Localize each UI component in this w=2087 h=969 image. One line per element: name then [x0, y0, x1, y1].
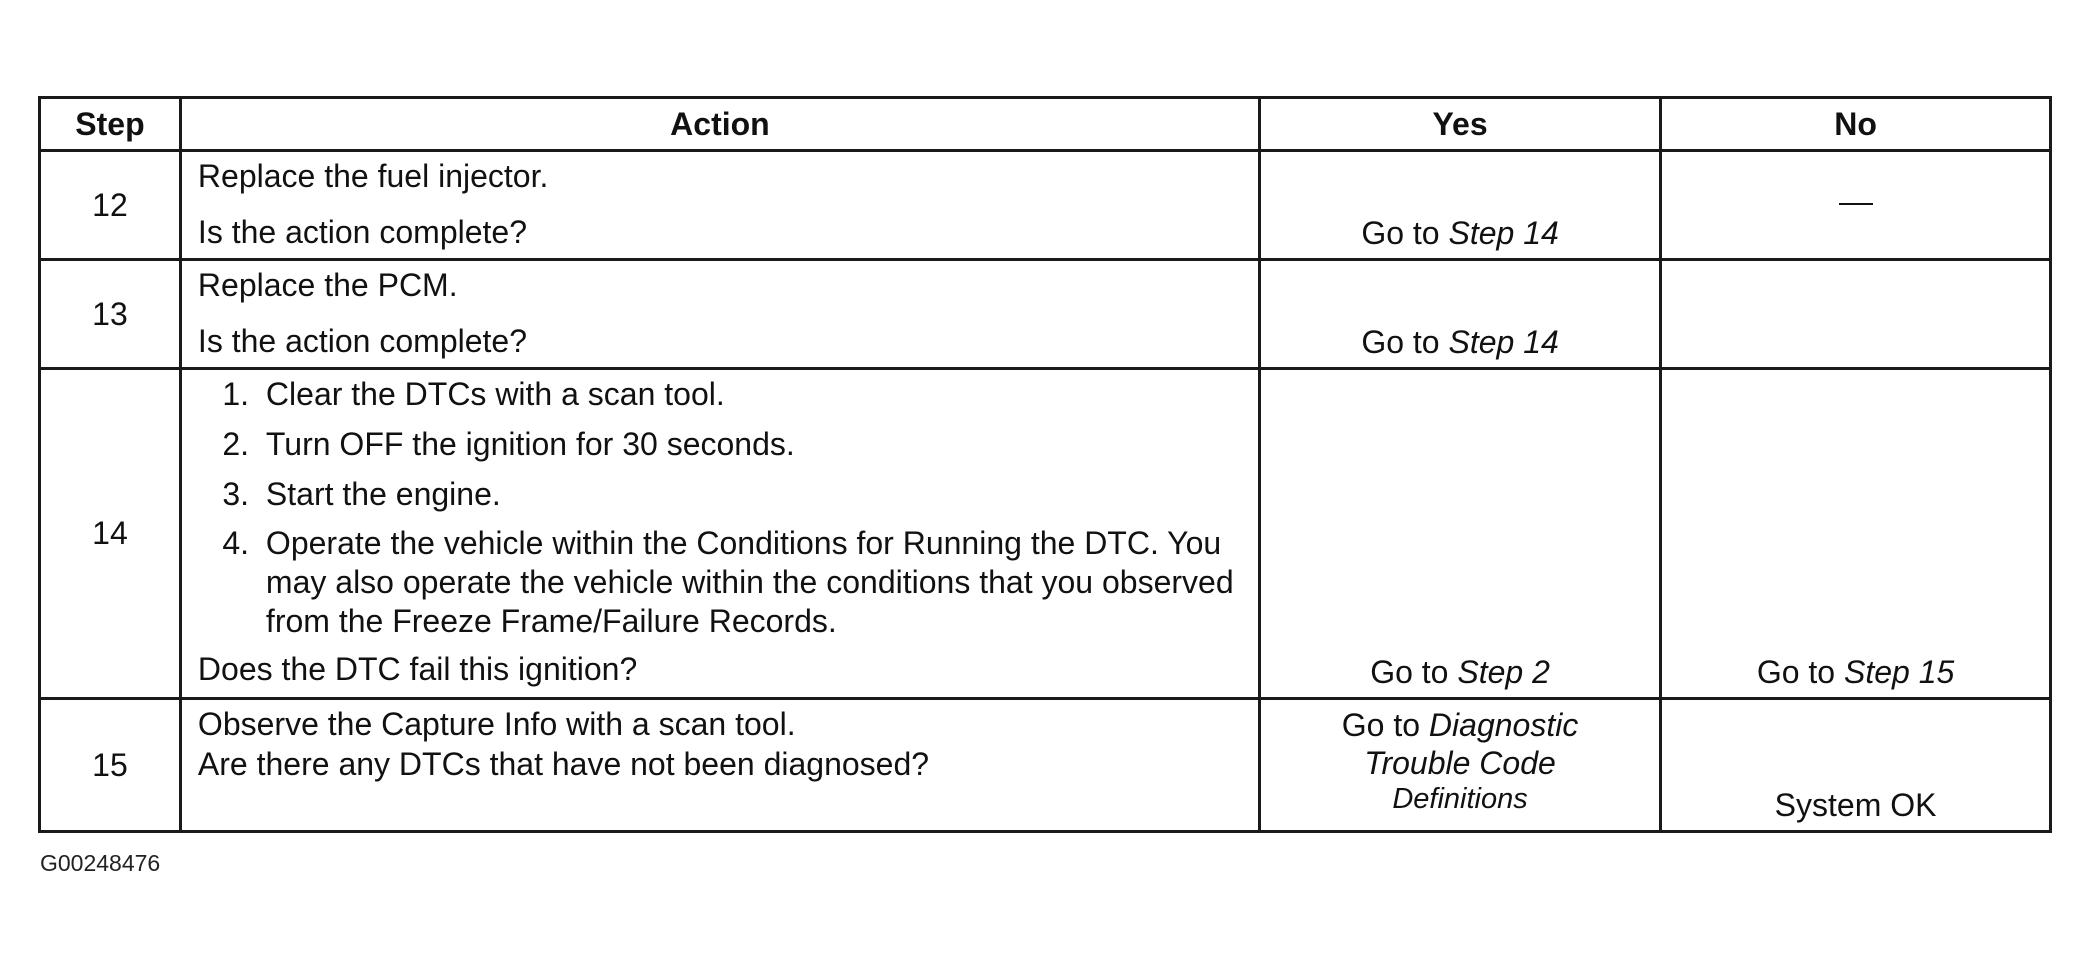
list-item: 2. Turn OFF the ignition for 30 seconds.: [258, 424, 1242, 464]
step-number: 13: [40, 260, 181, 369]
table-row: [40, 369, 2051, 699]
yes-cell: [1259, 369, 1660, 699]
action-instruction: Replace the PCM.: [197, 267, 458, 303]
diagnostic-table: [38, 96, 2052, 833]
header-no: No: [1661, 98, 2051, 151]
list-item: 4. Operate the vehicle within the Conditions for Running the DTC. You may also operate the vehicle within the conditions that you observed from the Freeze Frame/Failure Records.: [258, 524, 1242, 641]
step-number: 12: [40, 151, 181, 260]
action-list: [198, 374, 1242, 641]
header-yes: Yes: [1259, 98, 1660, 151]
action-cell: [180, 151, 1259, 260]
no-cell: [1661, 151, 2051, 260]
yes-link-line1: Diagnostic: [1428, 707, 1579, 743]
yes-prefix: Go to: [1341, 707, 1429, 743]
step-number: 14: [40, 369, 181, 699]
table-row: [40, 260, 2051, 369]
table-row: [40, 699, 2051, 832]
yes-link-line2: Trouble Code: [1364, 745, 1556, 781]
no-step-link: Step 15: [1843, 654, 1955, 690]
table-row: [40, 151, 2051, 260]
action-instruction: Replace the fuel injector.: [197, 158, 549, 194]
action-question: Are there any DTCs that have not been diagnosed?: [197, 746, 930, 782]
header-row: [40, 98, 2051, 151]
yes-cell: [1259, 699, 1660, 832]
action-cell: [180, 369, 1259, 699]
yes-prefix: Go to: [1361, 324, 1449, 360]
yes-step-link: Step 14: [1448, 215, 1559, 251]
no-cell: System OK: [1661, 699, 2051, 832]
list-item: 1. Clear the DTCs with a scan tool.: [258, 374, 1242, 414]
yes-cell: [1259, 151, 1660, 260]
no-action-dash: [1839, 203, 1873, 205]
list-item: 3. Start the engine.: [258, 474, 1242, 514]
action-question: Is the action complete?: [197, 323, 527, 359]
action-cell: [180, 260, 1259, 369]
header-action: Action: [180, 98, 1259, 151]
step-number: 15: [40, 699, 181, 832]
action-instruction: Observe the Capture Info with a scan tool.: [197, 706, 796, 742]
yes-link-line3: Definitions: [1392, 783, 1528, 815]
yes-step-link: Step 2: [1457, 654, 1550, 690]
no-prefix: Go to: [1756, 654, 1844, 690]
action-cell: [180, 699, 1259, 832]
no-cell: [1661, 260, 2051, 369]
yes-prefix: Go to: [1361, 215, 1449, 251]
action-question: Is the action complete?: [197, 214, 527, 250]
no-cell: [1661, 369, 2051, 699]
header-step: Step: [40, 98, 181, 151]
yes-link-stack: [1269, 706, 1651, 816]
action-question: Does the DTC fail this ignition?: [197, 651, 638, 687]
figure-id: G00248476: [40, 850, 161, 876]
yes-prefix: Go to: [1370, 654, 1458, 690]
yes-cell: [1259, 260, 1660, 369]
yes-step-link: Step 14: [1448, 324, 1559, 360]
